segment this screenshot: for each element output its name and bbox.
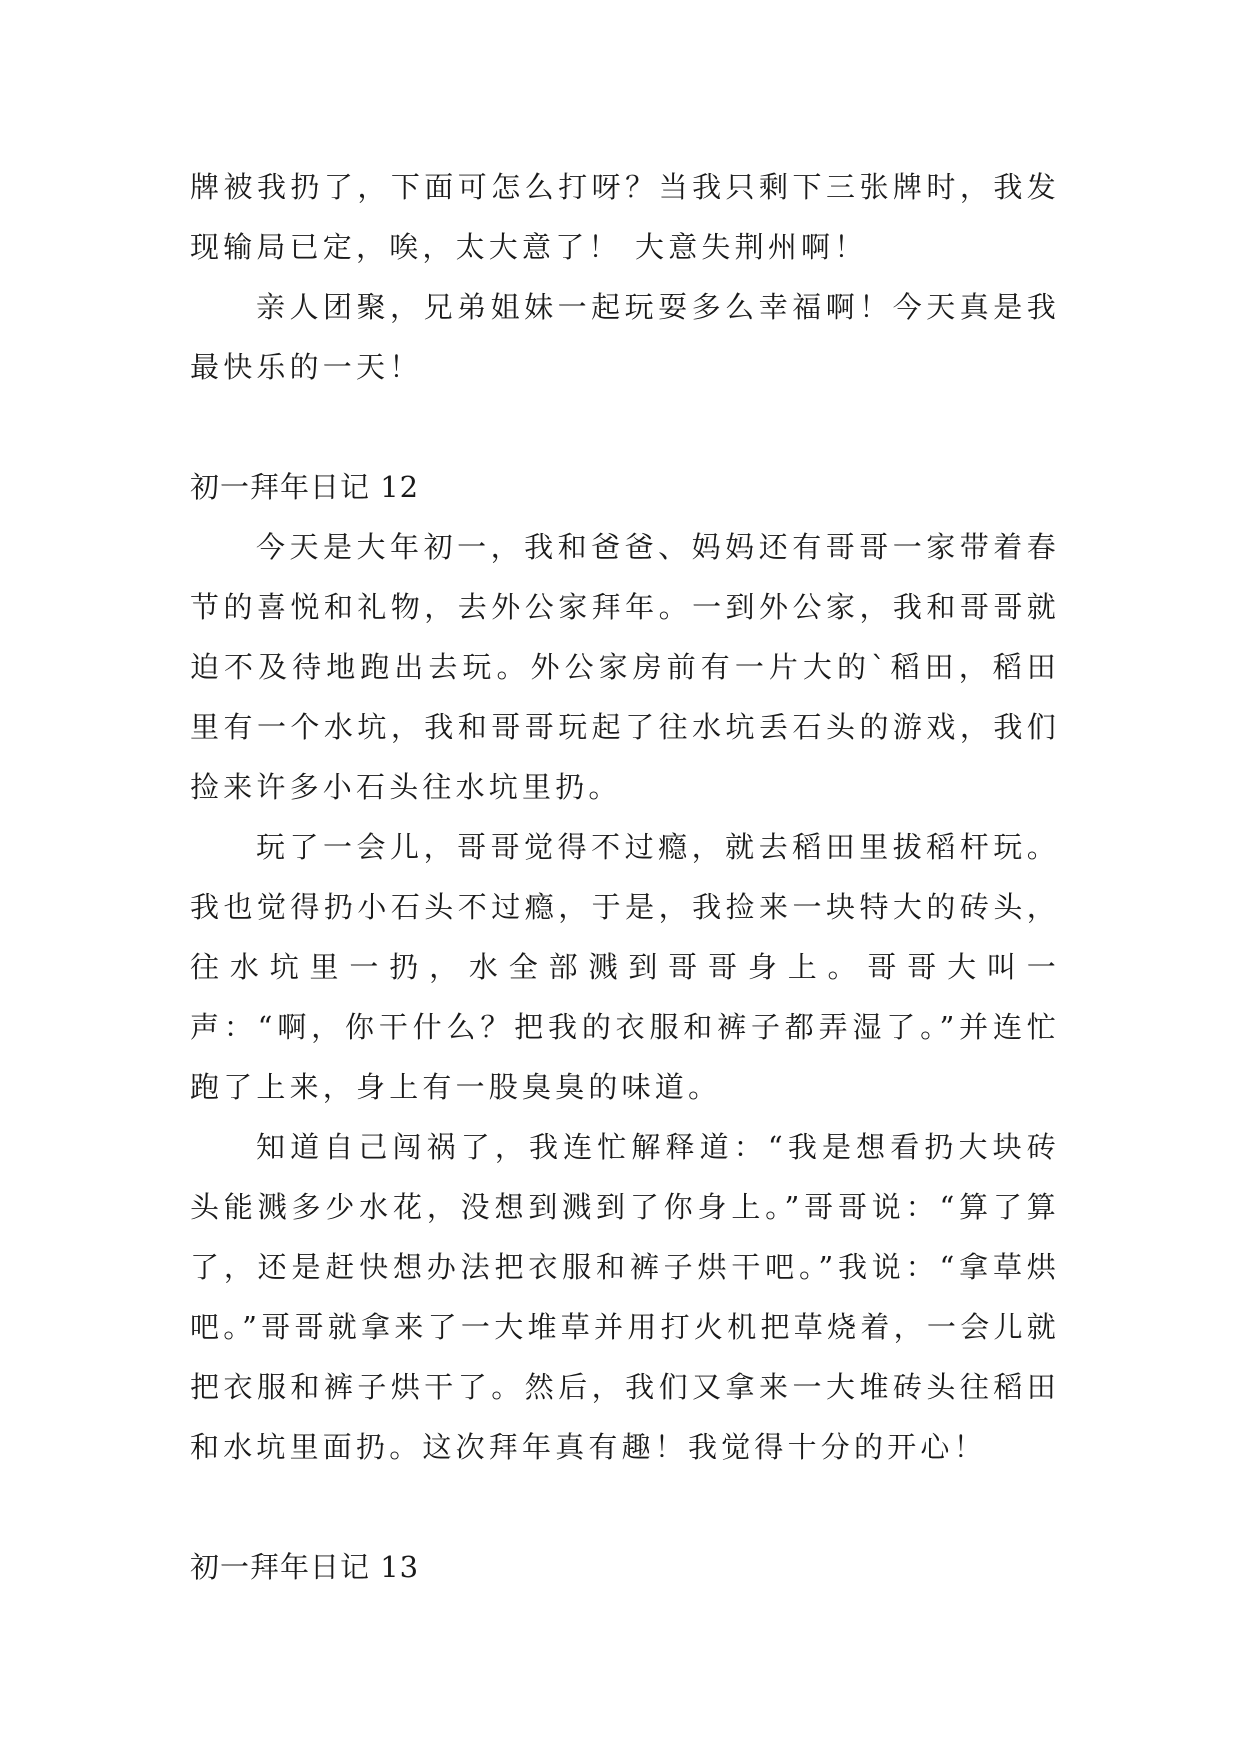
section-gap	[190, 397, 1060, 457]
section-gap	[190, 1477, 1060, 1537]
paragraph-visit-grandpa: 今天是大年初一，我和爸爸、妈妈还有哥哥一家带着春节的喜悦和礼物，去外公家拜年。一到外公家，我和哥哥就迫不及待地跑出去玩。外公家房前有一片大的`稻田，稻田里有一个水坑，我和哥哥玩起了往水坑丢石头的游戏，我们捡来许多小石头往水坑里扔。	[190, 530, 1060, 804]
paragraph-brick-splash: 玩了一会儿，哥哥觉得不过瘾，就去稻田里拔稻杆玩。我也觉得扔小石头不过瘾，于是，我捡来一块特大的砖头，往水坑里一扔，水全部溅到哥哥身上。哥哥大叫一声：“啊，你干什么？把我的衣服和裤子都弄湿了。”并连忙跑了上来，身上有一股臭臭的味道。	[190, 830, 1060, 1104]
diary-heading-12: 初一拜年日记 12	[190, 470, 420, 504]
diary-heading-13: 初一拜年日记 13	[190, 1550, 420, 1584]
paragraph-card-game-ending: 牌被我扔了，下面可怎么打呀？当我只剩下三张牌时，我发现输局已定，唉，太大意了！ 大意失荆州啊！	[190, 170, 1060, 264]
document-body	[190, 157, 1060, 1597]
paragraph-family-reunion: 亲人团聚，兄弟姐妹一起玩耍多么幸福啊！今天真是我最快乐的一天！	[190, 290, 1060, 384]
paragraph-drying-clothes: 知道自己闯祸了，我连忙解释道：“我是想看扔大块砖头能溅多少水花，没想到溅到了你身上。”哥哥说：“算了算了，还是赶快想办法把衣服和裤子烘干吧。”我说：“拿草烘吧。”哥哥就拿来了一大堆草并用打火机把草烧着，一会儿就把衣服和裤子烘干了。然后，我们又拿来一大堆砖头往稻田和水坑里面扔。这次拜年真有趣！我觉得十分的开心！	[190, 1130, 1060, 1464]
